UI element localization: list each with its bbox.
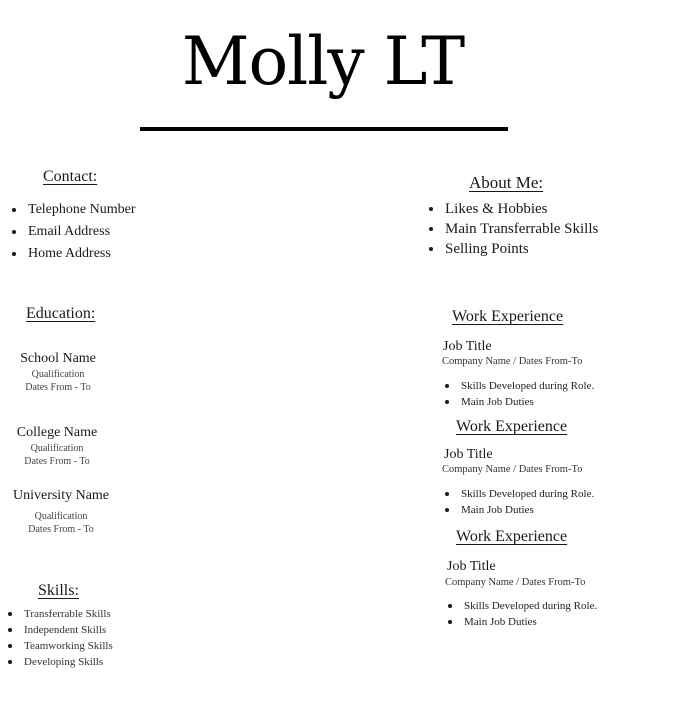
- work-3-item-duties: Main Job Duties: [444, 614, 597, 630]
- skills-item-teamworking: Teamworking Skills: [4, 638, 113, 654]
- skills-item-independent: Independent Skills: [4, 622, 113, 638]
- work-heading-2: Work Experience: [456, 418, 568, 435]
- university-dates: Dates From - To: [28, 524, 94, 535]
- work-job-title-3: Job Title: [447, 559, 496, 574]
- contact-list: [8, 199, 135, 265]
- contact-heading: Contact:: [43, 168, 98, 185]
- skills-list: [4, 606, 113, 670]
- work-job-title-1: Job Title: [443, 339, 492, 354]
- work-1-item-duties: Main Job Duties: [441, 394, 594, 410]
- education-heading: Education:: [26, 305, 96, 322]
- skills-item-developing: Developing Skills: [4, 654, 113, 670]
- contact-item-email: Email Address: [8, 221, 135, 243]
- college-name: College Name: [16, 425, 98, 440]
- university-qualification: Qualification: [34, 511, 88, 522]
- about-item-skills: Main Transferrable Skills: [425, 219, 598, 239]
- work-job-title-2: Job Title: [444, 447, 493, 462]
- work-company-3: Company Name / Dates From-To: [445, 577, 586, 588]
- work-2-item-skills: Skills Developed during Role.: [441, 486, 594, 502]
- about-item-hobbies: Likes & Hobbies: [425, 199, 598, 219]
- school-qualification: Qualification: [31, 369, 85, 380]
- education-entry-university: [6, 487, 116, 536]
- about-heading: About Me:: [469, 173, 544, 192]
- school-dates: Dates From - To: [25, 382, 91, 393]
- work-duties-1: [441, 378, 594, 410]
- university-name: University Name: [12, 488, 110, 503]
- contact-item-address: Home Address: [8, 243, 135, 265]
- work-company-2: Company Name / Dates From-To: [442, 464, 583, 475]
- contact-item-telephone: Telephone Number: [8, 199, 135, 221]
- college-dates: Dates From - To: [24, 456, 90, 467]
- work-duties-2: [441, 486, 594, 518]
- education-entry-college: [7, 424, 107, 468]
- work-company-1: Company Name / Dates From-To: [442, 356, 583, 367]
- work-heading-1: Work Experience: [452, 308, 564, 325]
- work-heading-3: Work Experience: [456, 528, 568, 545]
- work-duties-3: [444, 598, 597, 630]
- about-list: [425, 199, 598, 259]
- work-2-item-duties: Main Job Duties: [441, 502, 594, 518]
- education-entry-school: [8, 350, 108, 394]
- skills-heading: Skills:: [38, 582, 79, 599]
- title-divider: [140, 127, 508, 131]
- school-name: School Name: [20, 351, 96, 366]
- skills-item-transferrable: Transferrable Skills: [4, 606, 113, 622]
- work-1-item-skills: Skills Developed during Role.: [441, 378, 594, 394]
- work-3-item-skills: Skills Developed during Role.: [444, 598, 597, 614]
- college-qualification: Qualification: [30, 443, 84, 454]
- about-item-selling-points: Selling Points: [425, 239, 598, 259]
- resume-name-title: Molly LT: [181, 23, 465, 100]
